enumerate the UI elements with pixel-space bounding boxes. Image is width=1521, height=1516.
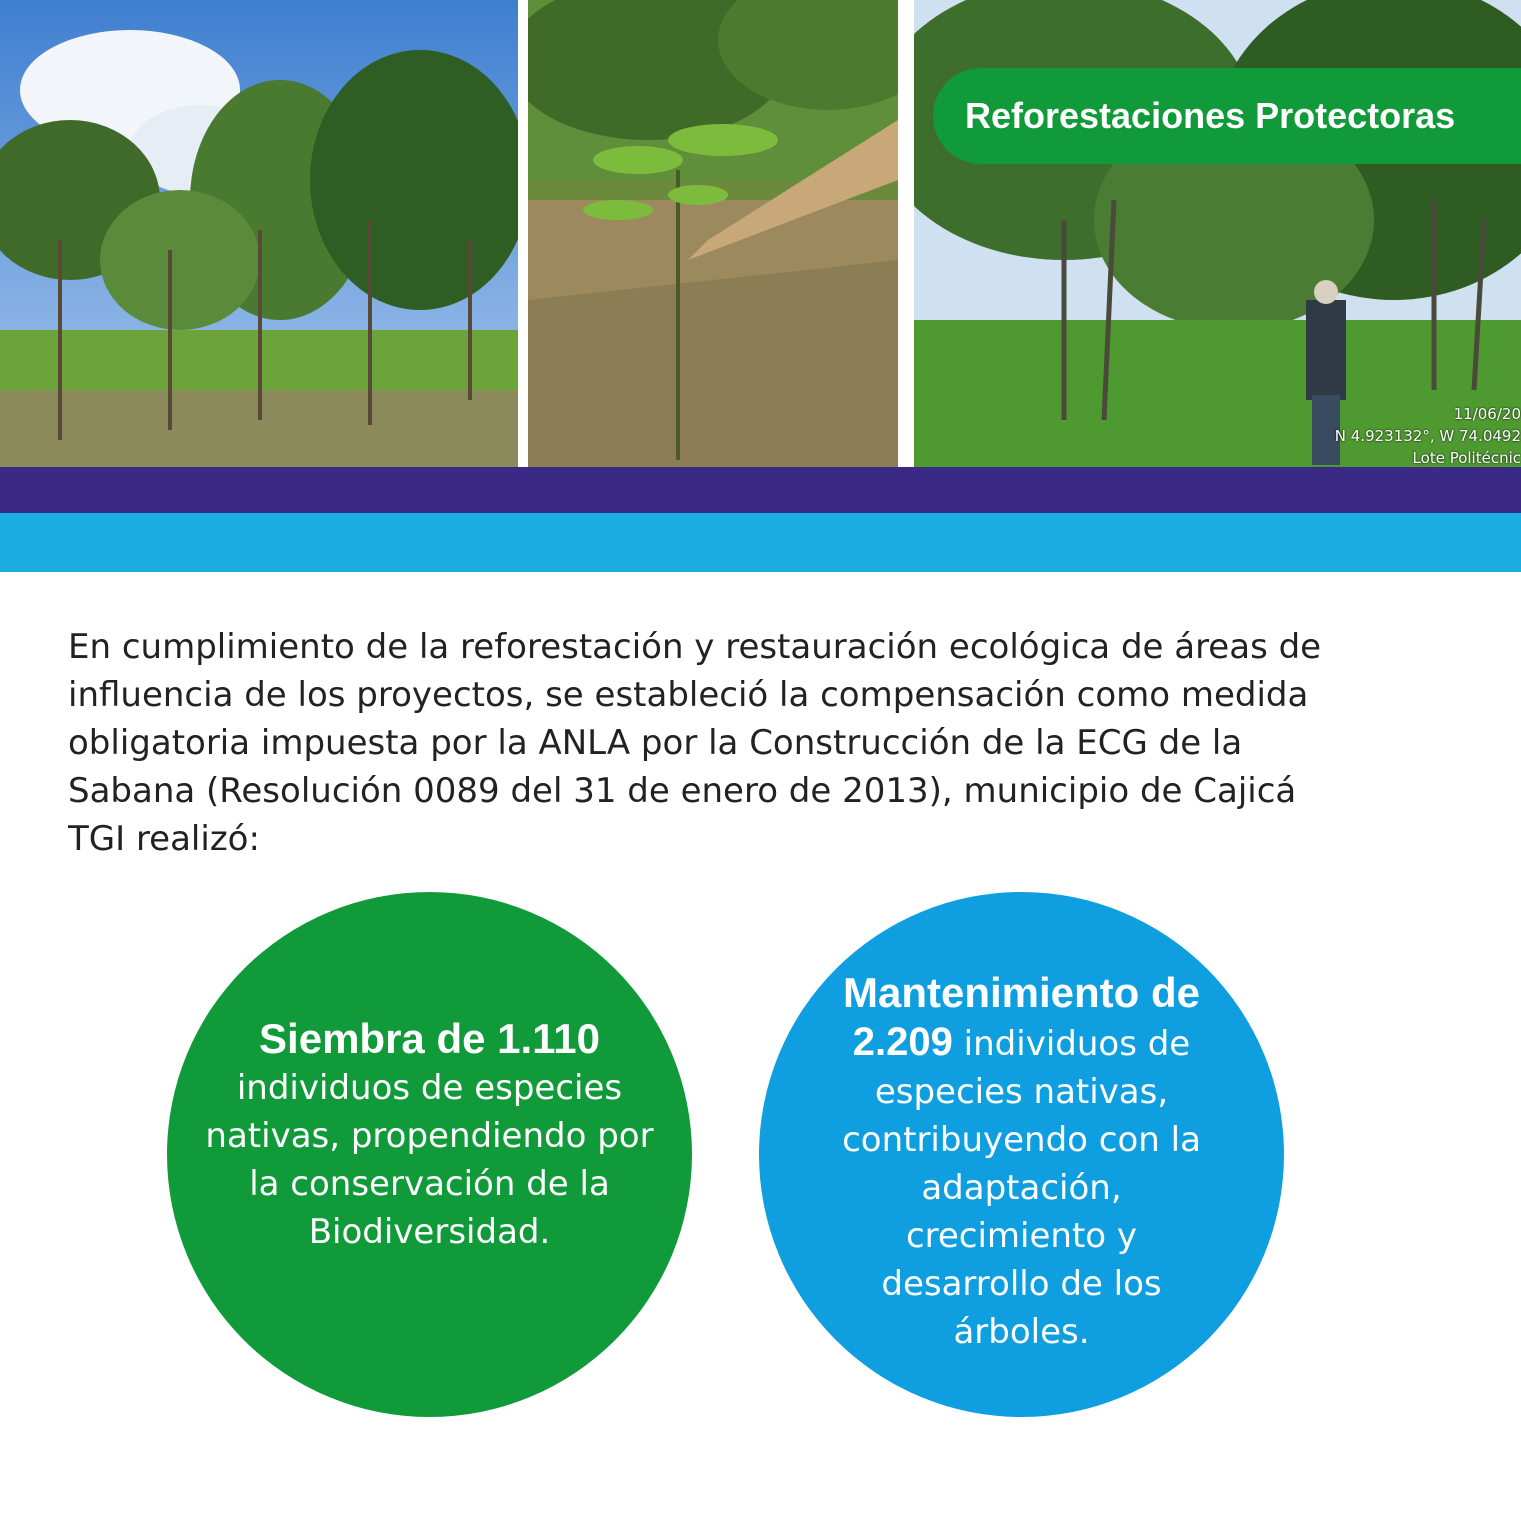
maintenance-first-line-rest: individuos de <box>952 1023 1191 1064</box>
intro-line: obligatoria impuesta por la ANLA por la Construcción de la ECG de la <box>68 723 1243 763</box>
photo-coordinates-stamp: N 4.923132°, W 74.0492 <box>1334 427 1521 445</box>
planting-line: la conservación de la <box>249 1163 610 1204</box>
photo-location-stamp: Lote Politécnic <box>1412 449 1521 467</box>
intro-line: En cumplimiento de la reforestación y restauración ecológica de áreas de <box>68 627 1322 667</box>
planting-line: individuos de especies <box>236 1067 623 1108</box>
maintenance-circle <box>759 892 1284 1417</box>
planting-heading: Siembra de 1.110 <box>259 1014 600 1062</box>
intro-line: TGI realizó: <box>68 819 260 859</box>
maintenance-line: especies nativas, <box>874 1071 1169 1112</box>
photo-planted-sapling <box>528 0 898 467</box>
maintenance-line: adaptación, <box>921 1167 1122 1208</box>
cyan-band <box>0 513 1521 572</box>
maintenance-line: crecimiento y <box>905 1215 1138 1256</box>
intro-line: Sabana (Resolución 0089 del 31 de enero de 2013), municipio de Cajicá <box>68 771 1297 811</box>
maintenance-line: contribuyendo con la <box>842 1119 1201 1160</box>
maintenance-line: desarrollo de los <box>881 1263 1162 1304</box>
section-badge: Reforestaciones Protectoras <box>933 68 1521 164</box>
photo-date-stamp: 11/06/20 <box>1453 405 1521 423</box>
photo-reforestation-field <box>0 0 518 467</box>
maintenance-line: árboles. <box>953 1311 1090 1352</box>
planting-circle <box>167 892 692 1417</box>
planting-line: Biodiversidad. <box>308 1211 551 1252</box>
intro-line: influencia de los proyectos, se estableció la compensación como medida <box>68 675 1309 715</box>
maintenance-number: 2.209 <box>852 1019 953 1064</box>
purple-band <box>0 467 1521 513</box>
intro-paragraph <box>68 623 1428 863</box>
maintenance-first-line <box>853 1018 1190 1068</box>
planting-line: nativas, propendiendo por <box>205 1115 654 1156</box>
maintenance-heading: Mantenimiento de <box>842 968 1201 1016</box>
